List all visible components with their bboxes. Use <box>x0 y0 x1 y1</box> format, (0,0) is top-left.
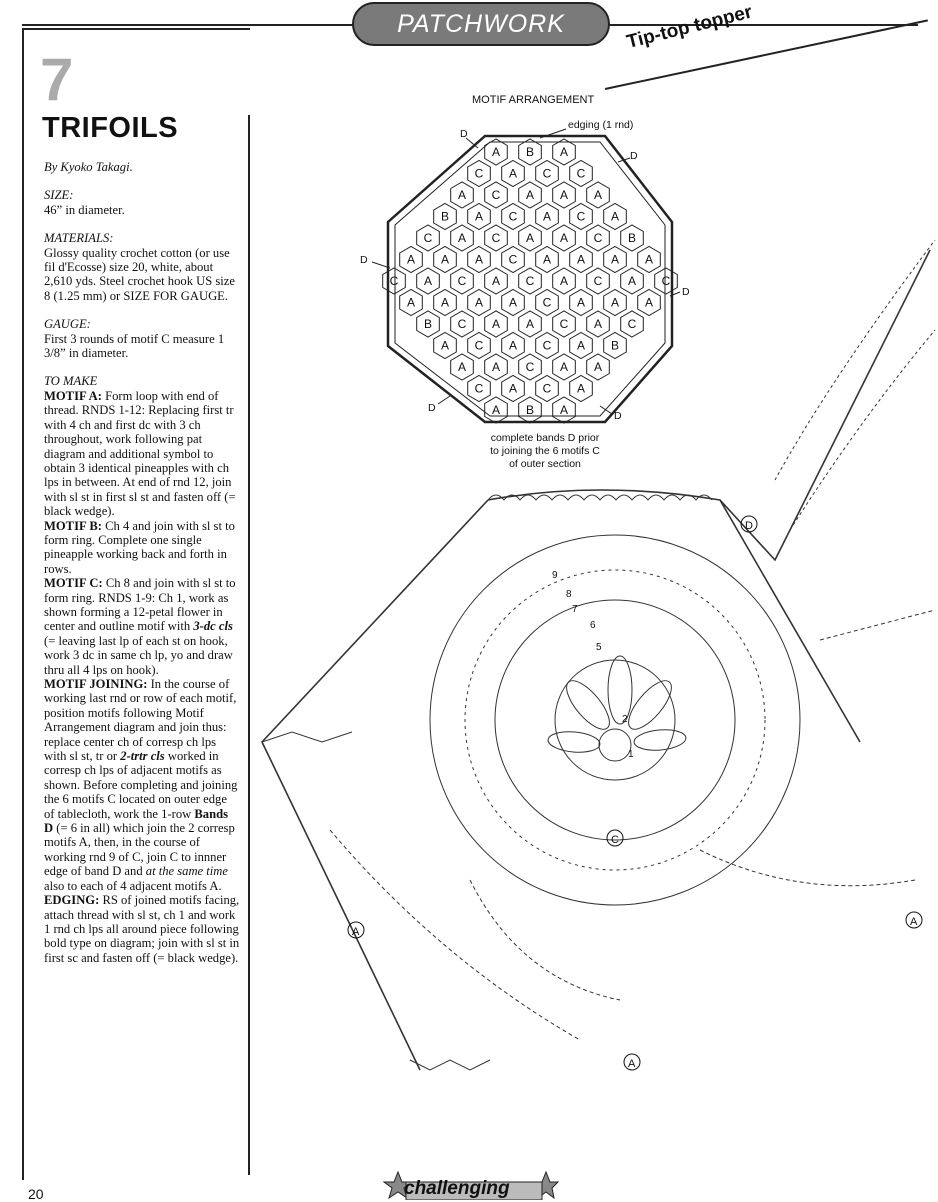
motif-cell <box>519 139 542 165</box>
flower-center <box>599 729 631 761</box>
motif-cell-letter: C <box>559 317 569 331</box>
arrangement-inner-outline <box>395 142 665 416</box>
motif-cell <box>553 268 576 294</box>
pattern-number: 7 <box>40 46 74 113</box>
motif-cell <box>468 376 491 402</box>
motif-c-term: 3-dc cls <box>193 619 233 634</box>
motif-cell-letter: C <box>661 274 671 288</box>
motif-cell <box>468 333 491 359</box>
motif-c-paragraph <box>44 576 240 677</box>
motif-b-paragraph <box>44 519 240 577</box>
motif-cell <box>553 354 576 380</box>
band-d-label-6: D <box>614 410 622 422</box>
motif-cell <box>451 354 474 380</box>
motif-cell-letter: B <box>440 209 450 224</box>
motif-cell <box>519 397 542 423</box>
label-a2-circle <box>624 1054 640 1070</box>
round-num-2: 2 <box>622 714 628 725</box>
motif-cell-letter: C <box>474 381 484 396</box>
motif-cell <box>485 139 508 165</box>
motif-cell-letter: A <box>610 295 620 310</box>
motif-b-text: Ch 4 and join with sl st to form ring. Complete one single pineapple working back and forth in rows. <box>44 518 235 576</box>
motif-cell <box>604 204 627 230</box>
motif-cell <box>604 290 627 316</box>
label-c: C <box>611 834 619 846</box>
motif-a-text: Form loop with end of thread. RNDS 1-12: Replacing first tr with 4 ch and first dc with 3 ch throughout, work following pat diagram and additional symbol to obtain 3 identical pineapples with ch lps in between. At end of rnd 12, join with sl st in first sl st and fasten off (= black wedge). <box>44 388 236 519</box>
motif-cell <box>485 225 508 251</box>
section-banner <box>352 2 610 46</box>
edging-leader <box>540 129 566 138</box>
motif-cell-letter: C <box>542 166 552 181</box>
motif-cell-letter: C <box>474 338 484 353</box>
motif-cell-letter: A <box>576 252 586 267</box>
label-d-circle <box>741 516 757 532</box>
motif-cell <box>519 354 542 380</box>
instructions <box>44 160 240 965</box>
size-text: 46” in diameter. <box>44 202 125 217</box>
motif-cell-letter: C <box>491 231 501 245</box>
band-d-leader-6 <box>600 406 612 414</box>
motif-cell-letter: B <box>525 403 535 417</box>
motif-cell-letter: C <box>474 166 484 181</box>
motif-cell-letter: A <box>559 231 569 245</box>
motif-cell-letter: C <box>389 274 399 288</box>
motif-cell-letter: C <box>457 274 467 288</box>
band-d-leader-5 <box>438 396 450 404</box>
motif-cell-letter: A <box>559 188 569 202</box>
motif-cell-letter: A <box>508 166 518 181</box>
motif-cell <box>587 225 610 251</box>
motif-cell <box>587 268 610 294</box>
motif-cell-letter: C <box>525 274 535 288</box>
motif-cell <box>621 311 644 337</box>
motif-cell-letter: A <box>474 252 484 267</box>
band-d-leader-2 <box>618 158 630 162</box>
motif-cell-letter: A <box>406 252 416 267</box>
motif-cell-letter: A <box>457 188 467 202</box>
lattice-bottom <box>410 1060 490 1070</box>
motif-cell <box>417 268 440 294</box>
motif-cell <box>451 268 474 294</box>
motif-cell-letter: C <box>593 274 603 288</box>
motif-cell-letter: A <box>593 188 603 202</box>
inner-ring <box>495 600 735 840</box>
motif-cell-letter: C <box>542 338 552 353</box>
motif-cell-letter: A <box>491 317 501 331</box>
label-a1: A <box>352 926 360 938</box>
motif-cell-letter: C <box>627 317 637 331</box>
size-heading: SIZE: <box>44 188 74 203</box>
flower-petals <box>547 656 687 754</box>
joining-text-3: (= 6 in all) which join the 2 corresp motifs A, then, in the course of working rnd 9 of C, join C to innner edge of band D and <box>44 821 235 879</box>
flower-outline <box>555 660 675 780</box>
motif-cell-letter: A <box>627 274 637 288</box>
motif-cell-letter: C <box>542 295 552 310</box>
motif-cell-letter: A <box>491 360 501 374</box>
motif-cell <box>536 204 559 230</box>
round-num-6: 6 <box>590 620 596 631</box>
motif-cell-letter: C <box>491 188 501 202</box>
lattice-left <box>262 732 352 742</box>
pineapple-a-left <box>330 830 620 1040</box>
diagram-labels <box>348 516 922 1070</box>
motif-cell <box>655 268 678 294</box>
round-num-9: 9 <box>552 570 558 581</box>
motif-cell <box>553 311 576 337</box>
motif-cell <box>502 290 525 316</box>
motif-cell-letter: A <box>593 317 603 331</box>
section-title: PATCHWORK <box>397 9 565 38</box>
motif-cell-letter: A <box>610 252 620 267</box>
outer-hexagon-edge <box>262 250 930 1070</box>
motif-cell-letter: A <box>593 360 603 374</box>
pineapple-b-top <box>775 240 935 530</box>
motif-cell <box>570 333 593 359</box>
motif-cell-letter: A <box>525 231 535 245</box>
motif-cell-letter: C <box>508 252 518 267</box>
motif-cell <box>383 268 406 294</box>
arrangement-outline <box>388 136 672 422</box>
motif-cell <box>519 268 542 294</box>
motif-cell <box>502 333 525 359</box>
motif-cell-letter: A <box>440 252 450 267</box>
band-d-leader-3 <box>372 262 390 268</box>
joining-term-2: at the same time <box>145 864 228 879</box>
motif-cell-letter: A <box>644 295 654 310</box>
band-d-label-2: D <box>630 150 638 162</box>
motif-cell <box>570 290 593 316</box>
motif-cell <box>451 311 474 337</box>
tagline: Tip-top topper <box>624 1 755 54</box>
motif-cell <box>400 247 423 273</box>
joining-text-1: In the course of working last rnd or row of each motif, position motifs following Motif Arrangement diagram and join thus: replace center ch of corresp ch lps with sl st, tr or <box>44 677 237 764</box>
motif-b-label: MOTIF B: <box>44 518 102 533</box>
motif-c-text-2: (= leaving last lp of each st on hook, work 3 dc in same ch lp, yo and draw thru all 4 lps on hook). <box>44 633 233 677</box>
motif-cell <box>621 225 644 251</box>
motif-cell <box>451 182 474 208</box>
motif-cell-letter: A <box>576 381 586 396</box>
motif-c-label: MOTIF C: <box>44 576 103 591</box>
motif-cell <box>468 247 491 273</box>
motif-cell-letter: A <box>491 403 501 417</box>
materials-heading: MATERIALS: <box>44 231 114 246</box>
motif-cell-letter: A <box>559 360 569 374</box>
motif-a-paragraph <box>44 389 240 519</box>
motif-cell <box>536 247 559 273</box>
motif-cell <box>434 290 457 316</box>
motif-cell <box>536 290 559 316</box>
motif-cell <box>417 225 440 251</box>
joining-term: 2-trtr cls <box>120 749 165 764</box>
motif-cell <box>570 204 593 230</box>
motif-cell <box>434 333 457 359</box>
middle-ring <box>465 570 765 870</box>
motif-cell <box>468 290 491 316</box>
motif-cell-letter: C <box>423 231 433 245</box>
motif-cell-letter: A <box>457 360 467 374</box>
band-d-leader-4 <box>670 292 680 296</box>
motif-cell <box>485 354 508 380</box>
motif-cell <box>485 397 508 423</box>
motif-cell-letter: B <box>423 317 433 331</box>
motif-cell <box>468 204 491 230</box>
label-a3: A <box>910 916 918 928</box>
motif-cell <box>604 247 627 273</box>
motif-cell-letter: A <box>491 145 501 159</box>
motif-cell-letter: B <box>610 338 620 353</box>
motif-cell <box>485 182 508 208</box>
outer-ring <box>430 535 800 905</box>
difficulty-badge <box>380 1164 560 1200</box>
motif-cell <box>587 354 610 380</box>
label-a1-circle <box>348 922 364 938</box>
band-d-label-3: D <box>360 254 368 266</box>
motif-cell <box>570 376 593 402</box>
motif-cell-letter: C <box>525 360 535 374</box>
motif-cell-letter: A <box>474 209 484 224</box>
motif-cell-letter: A <box>406 295 416 310</box>
motif-cell <box>485 268 508 294</box>
motif-cell-letter: C <box>457 317 467 331</box>
motif-cell-letter: A <box>508 338 518 353</box>
motif-cell-letter: A <box>440 295 450 310</box>
round-num-5: 5 <box>596 642 602 653</box>
motif-cell <box>451 225 474 251</box>
motif-cell <box>536 376 559 402</box>
motif-cell <box>638 247 661 273</box>
motif-cell-letter: A <box>423 274 433 288</box>
motif-cell <box>519 311 542 337</box>
pattern-title: TRIFOILS <box>42 112 179 144</box>
caption-line-3: of outer section <box>509 458 581 470</box>
motif-cell-letter: A <box>576 295 586 310</box>
round-num-8: 8 <box>566 589 572 600</box>
motif-cell <box>536 333 559 359</box>
motif-cell-letter: C <box>593 231 603 245</box>
motif-cell-letter: A <box>457 231 467 245</box>
scallop-edge <box>488 495 712 500</box>
motif-cell-letter: A <box>491 274 501 288</box>
band-d-label-5: D <box>428 402 436 414</box>
gauge-heading: GAUGE: <box>44 317 91 332</box>
joining-text-4: also to each of 4 adjacent motifs A. <box>44 878 222 893</box>
hex-grid <box>383 139 678 423</box>
motif-cell-letter: A <box>542 209 552 224</box>
band-d-label-4: D <box>682 286 690 298</box>
edging-label: edging (1 rnd) <box>568 119 634 131</box>
pineapple-a-right <box>700 610 935 886</box>
motif-cell <box>502 204 525 230</box>
motif-cell-letter: A <box>440 338 450 353</box>
motif-cell <box>621 268 644 294</box>
motif-cell <box>519 182 542 208</box>
motif-cell-letter: A <box>525 188 535 202</box>
caption-line-2: to joining the 6 motifs C <box>490 445 600 457</box>
materials-text: Glossy quality crochet cotton (or use fil d'Ecosse) size 20, white, about 2,610 yds. Steel crochet hook US size 8 (1.25 mm) or SIZE FOR GAUGE. <box>44 245 235 303</box>
page-number: 20 <box>28 1186 44 1202</box>
motif-cell-letter: C <box>576 209 586 224</box>
motif-cell-letter: C <box>508 209 518 224</box>
label-a2: A <box>628 1058 636 1070</box>
edging-text: RS of joined motifs facing, attach thread with sl st, ch 1 and work 1 rnd ch lps all around piece following bold type on diagram; join with sl st in first sc and fasten off (= black wedge). <box>44 893 240 965</box>
motif-cell-letter: A <box>576 338 586 353</box>
joining-label: MOTIF JOINING: <box>44 677 148 691</box>
round-num-7: 7 <box>572 604 578 615</box>
gauge-text: First 3 rounds of motif C measure 1 3/8” in diameter. <box>44 331 225 361</box>
motif-cell <box>587 311 610 337</box>
motif-cell <box>536 161 559 187</box>
motif-cell <box>434 204 457 230</box>
caption-line-1: complete bands D prior <box>490 432 600 444</box>
motif-cell-letter: C <box>576 166 586 181</box>
band-d-label-1: D <box>460 128 468 140</box>
column-divider <box>248 115 250 1175</box>
motif-cell <box>553 182 576 208</box>
motif-cell <box>519 225 542 251</box>
motif-cell-letter: A <box>610 209 620 224</box>
edging-paragraph <box>44 893 240 965</box>
arrangement-title: MOTIF ARRANGEMENT <box>472 94 595 106</box>
label-d: D <box>745 520 753 532</box>
joining-bands: Bands D <box>44 806 228 836</box>
motif-cell-letter: B <box>525 145 535 159</box>
label-a3-circle <box>906 912 922 928</box>
motif-cell <box>485 311 508 337</box>
motif-cell-letter: A <box>474 295 484 310</box>
motif-cell <box>553 397 576 423</box>
motif-cell <box>570 161 593 187</box>
motif-c-text-1: Ch 8 and join with sl st to form ring. RNDS 1-9: Ch 1, work as shown forming a 12-petal flower in center and outline motif with <box>44 576 236 634</box>
motif-cell-letter: A <box>559 274 569 288</box>
crochet-diagram <box>262 240 935 1070</box>
difficulty-label: challenging <box>404 1178 510 1199</box>
motif-cell <box>417 311 440 337</box>
motif-cell <box>400 290 423 316</box>
to-make-heading: TO MAKE <box>44 374 98 389</box>
round-num-1: 1 <box>628 749 634 760</box>
joining-text-2: worked in corresp ch lps of adjacent motifs as shown. Before completing and joining the 6 motifs C located on outer edge of tablecloth, work the 1-row <box>44 749 238 821</box>
label-c-circle <box>607 830 623 846</box>
joining-paragraph <box>44 677 240 893</box>
motif-cell <box>468 161 491 187</box>
motif-cell <box>502 161 525 187</box>
motif-cell-letter: A <box>508 381 518 396</box>
motif-cell <box>553 139 576 165</box>
motif-cell <box>434 247 457 273</box>
byline: By Kyoko Takagi. <box>44 160 133 174</box>
motif-cell-letter: A <box>559 403 569 417</box>
motif-cell-letter: A <box>508 295 518 310</box>
motif-cell-letter: C <box>542 381 552 396</box>
motif-cell <box>502 376 525 402</box>
edging-label: EDGING: <box>44 893 100 908</box>
motif-cell <box>502 247 525 273</box>
header-rule-left <box>22 24 354 26</box>
motif-cell <box>553 225 576 251</box>
motif-cell <box>570 247 593 273</box>
motif-cell <box>587 182 610 208</box>
motif-cell <box>604 333 627 359</box>
motif-a-label: MOTIF A: <box>44 388 102 403</box>
arrangement-caption <box>460 432 630 471</box>
motif-cell-letter: A <box>644 252 654 267</box>
motif-cell-letter: A <box>559 145 569 159</box>
motif-cell-letter: B <box>627 231 637 245</box>
motif-cell-letter: A <box>542 252 552 267</box>
motif-cell-letter: A <box>525 317 535 331</box>
motif-cell <box>638 290 661 316</box>
